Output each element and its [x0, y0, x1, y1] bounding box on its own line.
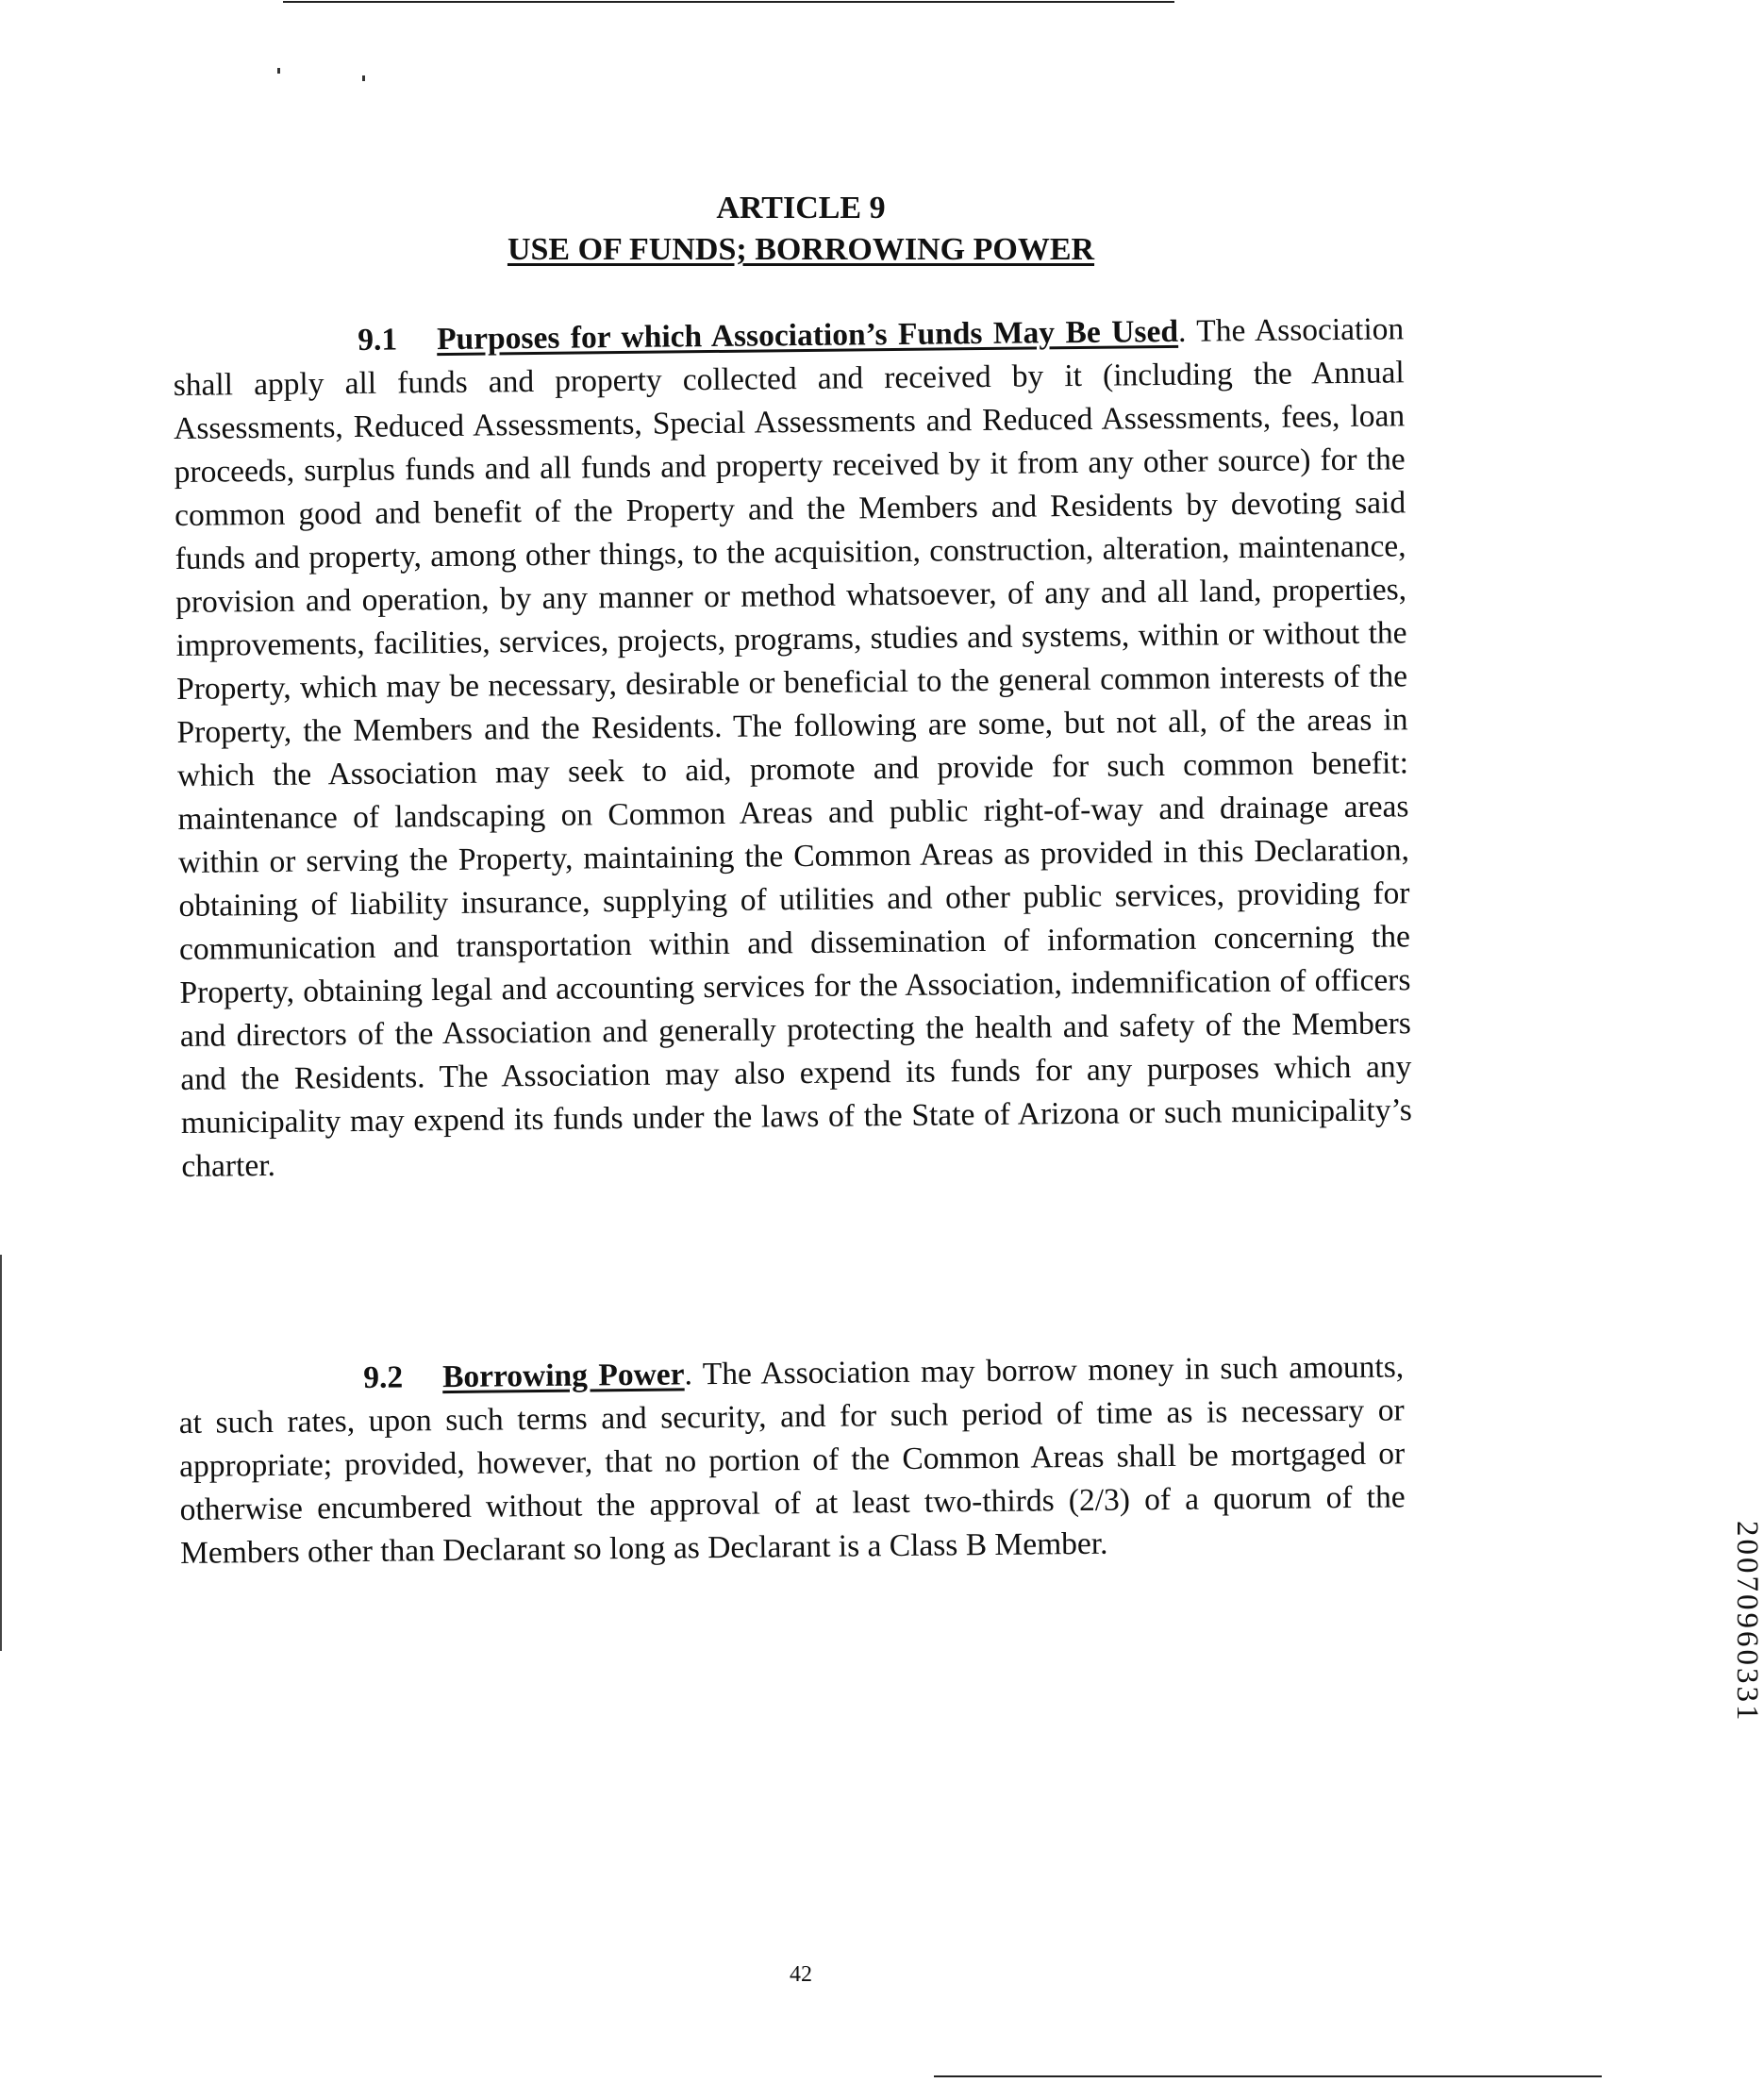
scan-speck	[362, 75, 365, 81]
section-heading: Purposes for which Association’s Funds May Be Used	[436, 313, 1179, 358]
section-body: . The Association shall apply all funds and property collected and received by it (including the Annual Assessments, Reduced Assessments, Special Assessments and Reduced Assessments, fees, loan proceeds, surplus funds and all funds and property received by it from any other source) for the common good and benefit of the Property and the Members and Residents by devoting said funds and property, among other things, to the acquisition, construction, alteration, maintenance, provision and operation, by any manner or method whatsoever, of any and all land, properties, improvements, facilities, services, projects, programs, studies and systems, within or without the Property, which may be necessary, desirable or beneficial to the general common interests of the Property, the Members and the Residents. The following are some, but not all, of the areas in which the Association may seek to aid, promote and provide for such common benefit: maintenance of landscaping on Common Areas and public right-of-way and drainage areas within or serving the Property, maintaining the Common Areas as provided in this Declaration, obtaining of liability insurance, supplying of utilities and other public services, providing for communication and transportation within and dissemination of information concerning the Property, obtaining legal and accounting services for the Association, indemnification of officers and directors of the Association and generally protecting the health and safety of the Members and the Residents. The Association may also expend its funds for any purposes which any municipality may expend its funds under the laws of the State of Arizona or such municipality’s charter.	[173, 311, 1413, 1184]
section-9-2-paragraph	[178, 1345, 1406, 1575]
scan-speck	[277, 68, 280, 74]
section-heading: Borrowing Power	[441, 1357, 685, 1395]
section-body: . The Association may borrow money in such amounts, at such rates, upon such terms and security, and for such period of time as is necessary or appropriate; provided, however, that no portion of the Common Areas shall be mortgaged or otherwise encumbered without the approval of at least two-thirds (2/3) of a quorum of the Members other than Declarant so long as Declarant is a Class B Member.	[178, 1349, 1406, 1571]
recording-number-text: 20070960331	[1730, 1521, 1764, 1724]
article-label: ARTICLE 9	[716, 191, 886, 225]
top-scan-rule	[283, 1, 1174, 3]
section-9-1-paragraph	[173, 308, 1413, 1189]
article-title: USE OF FUNDS; BORROWING POWER	[507, 232, 1095, 267]
left-scan-rule	[0, 1255, 2, 1651]
page-number: 42	[790, 1962, 812, 1987]
recording-number-stamp	[1509, 1521, 1764, 1775]
bottom-scan-rule	[934, 2075, 1602, 2077]
section-number: 9.2	[363, 1359, 404, 1395]
section-number: 9.1	[358, 322, 398, 358]
